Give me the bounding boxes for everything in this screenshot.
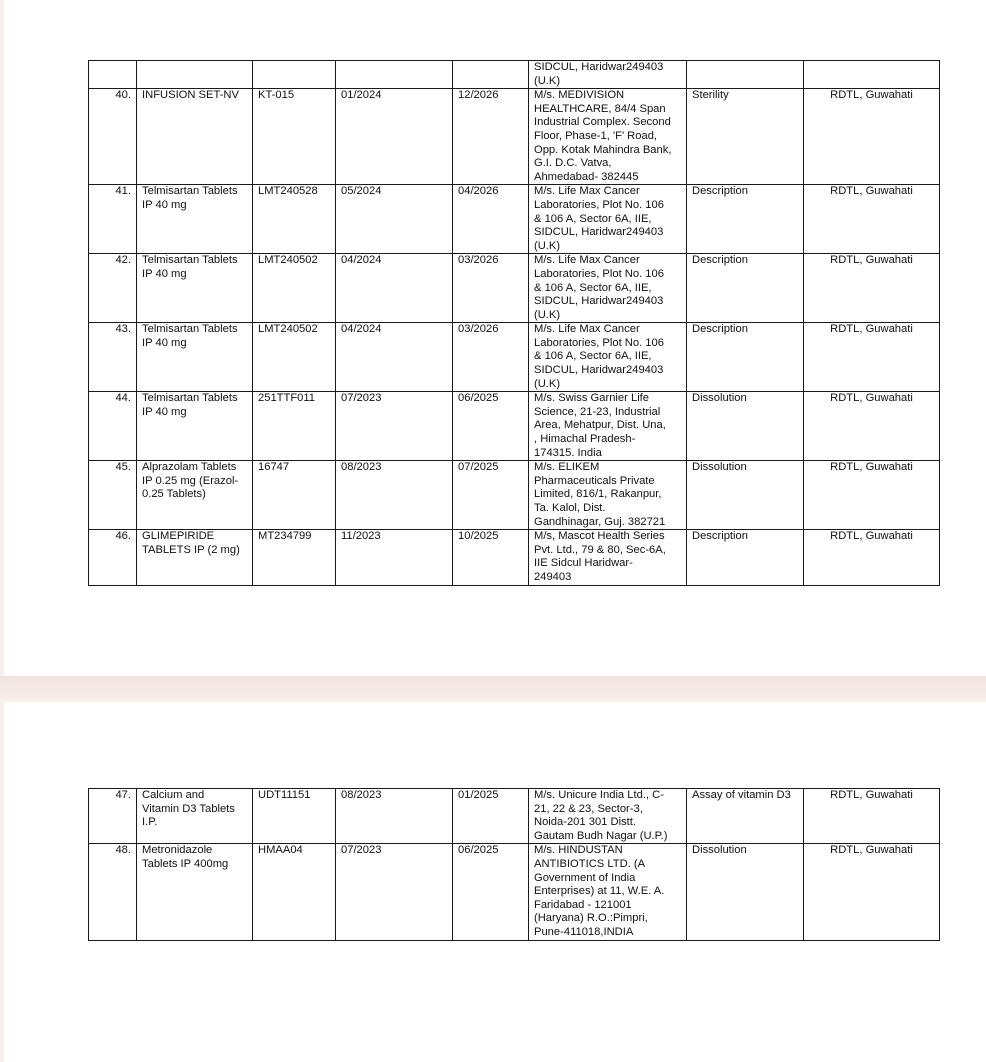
batch-number-cell: MT234799 [253, 530, 336, 585]
serial-number-cell: 41. [89, 185, 137, 254]
expiry-date-cell: 03/2026 [453, 323, 529, 392]
product-name-cell: Telmisartan Tablets IP 40 mg [137, 254, 253, 323]
failure-reason-cell: Description [687, 254, 804, 323]
product-name-cell: Calcium and Vitamin D3 Tablets I.P. [137, 789, 253, 844]
product-name-cell: Telmisartan Tablets IP 40 mg [137, 392, 253, 461]
manufacturer-cell: M/s. Unicure India Ltd., C- 21, 22 & 23, Sector-3, Noida-201 301 Distt. Gautam Budh Nagar (U.P.) [529, 789, 687, 844]
testing-lab-cell: RDTL, Guwahati [804, 789, 940, 844]
product-name-cell: Telmisartan Tablets IP 40 mg [137, 185, 253, 254]
failure-reason-cell: Dissolution [687, 844, 804, 940]
testing-lab-cell: RDTL, Guwahati [804, 844, 940, 940]
failure-reason-cell: Description [687, 323, 804, 392]
failure-reason-cell: Description [687, 530, 804, 585]
testing-lab-cell: RDTL, Guwahati [804, 254, 940, 323]
product-name-cell [137, 61, 253, 89]
product-name-cell: Telmisartan Tablets IP 40 mg [137, 323, 253, 392]
expiry-date-cell: 12/2026 [453, 89, 529, 185]
manufacturer-cell: M/s. Life Max Cancer Laboratories, Plot No. 106 & 106 A, Sector 6A, IIE, SIDCUL, Haridwar249403 (U.K) [529, 185, 687, 254]
manufacture-date-cell: 11/2023 [336, 530, 453, 585]
table-row [89, 185, 940, 254]
testing-lab-cell: RDTL, Guwahati [804, 323, 940, 392]
manufacturer-cell: M/s, Mascot Health Series Pvt. Ltd., 79 & 80, Sec-6A, IIE Sidcul Haridwar- 249403 [529, 530, 687, 585]
page-separator [0, 676, 986, 702]
expiry-date-cell [453, 61, 529, 89]
manufacture-date-cell: 08/2023 [336, 789, 453, 844]
product-name-cell: INFUSION SET-NV [137, 89, 253, 185]
manufacturer-cell: M/s. Life Max Cancer Laboratories, Plot No. 106 & 106 A, Sector 6A, IIE, SIDCUL, Haridwar249403 (U.K) [529, 254, 687, 323]
manufacture-date-cell [336, 61, 453, 89]
expiry-date-cell: 07/2025 [453, 461, 529, 530]
expiry-date-cell: 03/2026 [453, 254, 529, 323]
drug-alert-table-continued [88, 788, 940, 941]
table-row [89, 61, 940, 89]
testing-lab-cell: RDTL, Guwahati [804, 461, 940, 530]
product-name-cell: Alprazolam Tablets IP 0.25 mg (Erazol- 0.25 Tablets) [137, 461, 253, 530]
expiry-date-cell: 01/2025 [453, 789, 529, 844]
manufacture-date-cell: 01/2024 [336, 89, 453, 185]
manufacture-date-cell: 08/2023 [336, 461, 453, 530]
batch-number-cell: LMT240502 [253, 323, 336, 392]
manufacture-date-cell: 07/2023 [336, 392, 453, 461]
expiry-date-cell: 10/2025 [453, 530, 529, 585]
table-row [89, 789, 940, 844]
document-page-2 [4, 702, 986, 1062]
batch-number-cell: 16747 [253, 461, 336, 530]
manufacturer-cell: M/s. MEDIVISION HEALTHCARE, 84/4 Span Industrial Complex. Second Floor, Phase-1, 'F' Road, Opp. Kotak Mahindra Bank, G.I. D.C. Vatva, Ahmedabad- 382445 [529, 89, 687, 185]
serial-number-cell: 40. [89, 89, 137, 185]
serial-number-cell: 43. [89, 323, 137, 392]
serial-number-cell: 48. [89, 844, 137, 940]
batch-number-cell: HMAA04 [253, 844, 336, 940]
failure-reason-cell: Dissolution [687, 461, 804, 530]
batch-number-cell [253, 61, 336, 89]
manufacturer-cell: M/s. Life Max Cancer Laboratories, Plot No. 106 & 106 A, Sector 6A, IIE, SIDCUL, Haridwar249403 (U.K) [529, 323, 687, 392]
serial-number-cell: 42. [89, 254, 137, 323]
serial-number-cell [89, 61, 137, 89]
table-row [89, 461, 940, 530]
expiry-date-cell: 04/2026 [453, 185, 529, 254]
manufacture-date-cell: 04/2024 [336, 254, 453, 323]
failure-reason-cell: Assay of vitamin D3 [687, 789, 804, 844]
testing-lab-cell: RDTL, Guwahati [804, 185, 940, 254]
table-row [89, 323, 940, 392]
expiry-date-cell: 06/2025 [453, 844, 529, 940]
testing-lab-cell: RDTL, Guwahati [804, 392, 940, 461]
manufacture-date-cell: 05/2024 [336, 185, 453, 254]
batch-number-cell: LMT240502 [253, 254, 336, 323]
serial-number-cell: 45. [89, 461, 137, 530]
table-row [89, 530, 940, 585]
manufacturer-cell: M/s. HINDUSTAN ANTIBIOTICS LTD. (A Government of India Enterprises) at 11, W.E. A. Faridabad - 121001 (Haryana) R.O.:Pimpri, Pune-411018,INDIA [529, 844, 687, 940]
table-row [89, 254, 940, 323]
document-page-1 [4, 0, 986, 676]
batch-number-cell: UDT11151 [253, 789, 336, 844]
product-name-cell: Metronidazole Tablets IP 400mg [137, 844, 253, 940]
expiry-date-cell: 06/2025 [453, 392, 529, 461]
product-name-cell: GLIMEPIRIDE TABLETS IP (2 mg) [137, 530, 253, 585]
serial-number-cell: 47. [89, 789, 137, 844]
manufacture-date-cell: 04/2024 [336, 323, 453, 392]
table-row [89, 89, 940, 185]
manufacturer-cell: SIDCUL, Haridwar249403 (U.K) [529, 61, 687, 89]
batch-number-cell: KT-015 [253, 89, 336, 185]
testing-lab-cell [804, 61, 940, 89]
table-row [89, 392, 940, 461]
table-row [89, 844, 940, 940]
failure-reason-cell: Dissolution [687, 392, 804, 461]
serial-number-cell: 46. [89, 530, 137, 585]
testing-lab-cell: RDTL, Guwahati [804, 530, 940, 585]
drug-alert-table [88, 60, 940, 586]
failure-reason-cell: Description [687, 185, 804, 254]
manufacturer-cell: M/s. Swiss Garnier Life Science, 21-23, Industrial Area, Mehatpur, Dist. Una, , Himachal Pradesh- 174315. India [529, 392, 687, 461]
batch-number-cell: 251TTF011 [253, 392, 336, 461]
failure-reason-cell: Sterility [687, 89, 804, 185]
batch-number-cell: LMT240528 [253, 185, 336, 254]
manufacture-date-cell: 07/2023 [336, 844, 453, 940]
serial-number-cell: 44. [89, 392, 137, 461]
testing-lab-cell: RDTL, Guwahati [804, 89, 940, 185]
manufacturer-cell: M/s. ELIKEM Pharmaceuticals Private Limited, 816/1, Rakanpur, Ta. Kalol, Dist. Gandhinagar, Guj. 382721 [529, 461, 687, 530]
failure-reason-cell [687, 61, 804, 89]
